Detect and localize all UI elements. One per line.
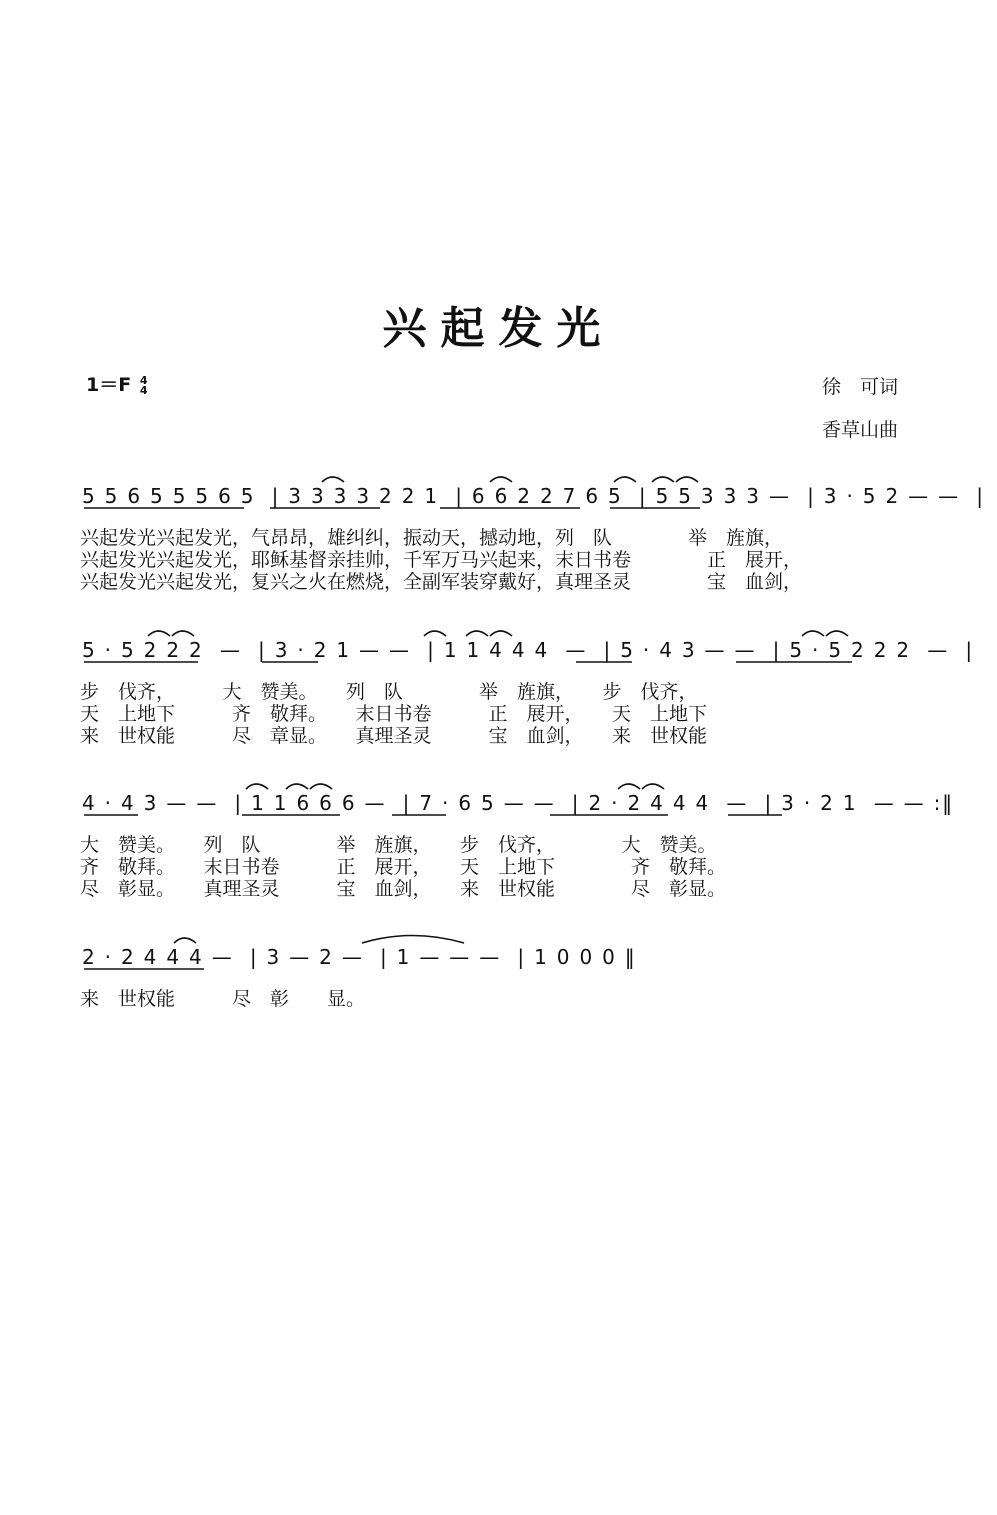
key-label: 1＝F — [86, 374, 132, 396]
song-title: 兴起发光 — [382, 303, 615, 354]
slur-mark — [322, 477, 344, 482]
notation-line-4: 2 · 2 4 4 4 — | 3 — 2 — | 1 — — — | 1 0 0 0 ‖ — [82, 945, 637, 969]
slur-mark — [802, 631, 824, 636]
notation-line-3: 4 · 4 3 — — | 1 1 6 6 6 — | 7 · 6 5 — — | 2 · 2 4 4 4 — | 3 · 2 1 — — :‖ — [82, 791, 954, 815]
slur-mark — [424, 631, 446, 636]
slur-mark — [826, 631, 848, 636]
lyricist-credit: 徐 可词 — [821, 376, 898, 398]
lyric-line-2-verse-3: 来 世权能 尽 章显。 真理圣灵 宝 血剑， 来 世权能 — [80, 725, 708, 747]
key-signature — [86, 370, 147, 397]
slur-mark — [310, 784, 332, 789]
slur-mark — [362, 936, 464, 944]
slur-mark — [148, 631, 170, 636]
slur-mark — [642, 784, 664, 789]
slur-mark — [618, 784, 640, 789]
lyric-line-3-verse-1: 大 赞美。 列 队 举 旌旗， 步 伐齐， 大 赞美。 — [80, 834, 717, 856]
time-signature — [139, 373, 148, 397]
notation-line-1: 5 5 6 5 5 5 6 5 | 3 3 3 3 2 2 1 | 6 6 2 2 7 6 5 | 5 5 3 3 3 — | 3 · 5 2 — — | — [82, 484, 985, 508]
slur-mark — [246, 784, 268, 789]
slur-mark — [286, 784, 308, 789]
time-signature-bottom: 4 — [139, 383, 148, 397]
lyric-line-2-verse-1: 步 伐齐， 大 赞美。 列 队 举 旌旗， 步 伐齐， — [80, 681, 698, 703]
slur-mark — [614, 477, 636, 482]
slur-mark — [490, 631, 512, 636]
lyric-line-1-verse-3: 兴起发光兴起发光，复兴之火在燃烧，全副军装穿戴好，真理圣灵 宝 血剑， — [80, 571, 803, 593]
slur-mark — [490, 477, 512, 482]
lyric-line-2-verse-2: 天 上地下 齐 敬拜。 末日书卷 正 展开， 天 上地下 — [80, 703, 708, 725]
slur-mark — [466, 631, 488, 636]
slur-mark — [676, 477, 698, 482]
lyric-line-1-verse-1: 兴起发光兴起发光，气昂昂，雄纠纠，振动天，撼动地，列 队 举 旌旗， — [80, 527, 784, 549]
slur-mark — [172, 631, 194, 636]
lyric-line-4-verse-1: 来 世权能 尽 彰 显。 — [80, 988, 366, 1010]
notation-line-2: 5 · 5 2 2 2 — | 3 · 2 1 — — | 1 1 4 4 4 — | 5 · 4 3 — — | 5 · 5 2 2 2 — | — [82, 638, 974, 662]
lyric-line-3-verse-2: 齐 敬拜。 末日书卷 正 展开， 天 上地下 齐 敬拜。 — [80, 856, 727, 878]
slur-mark — [174, 938, 196, 943]
time-signature-top: 4 — [139, 373, 148, 387]
lyric-line-3-verse-3: 尽 彰显。 真理圣灵 宝 血剑， 来 世权能 尽 彰显。 — [80, 878, 727, 900]
lyric-line-1-verse-2: 兴起发光兴起发光，耶稣基督亲挂帅，千军万马兴起来，末日书卷 正 展开， — [80, 549, 803, 571]
composer-credit: 香草山曲 — [821, 419, 898, 441]
slur-mark — [652, 477, 674, 482]
